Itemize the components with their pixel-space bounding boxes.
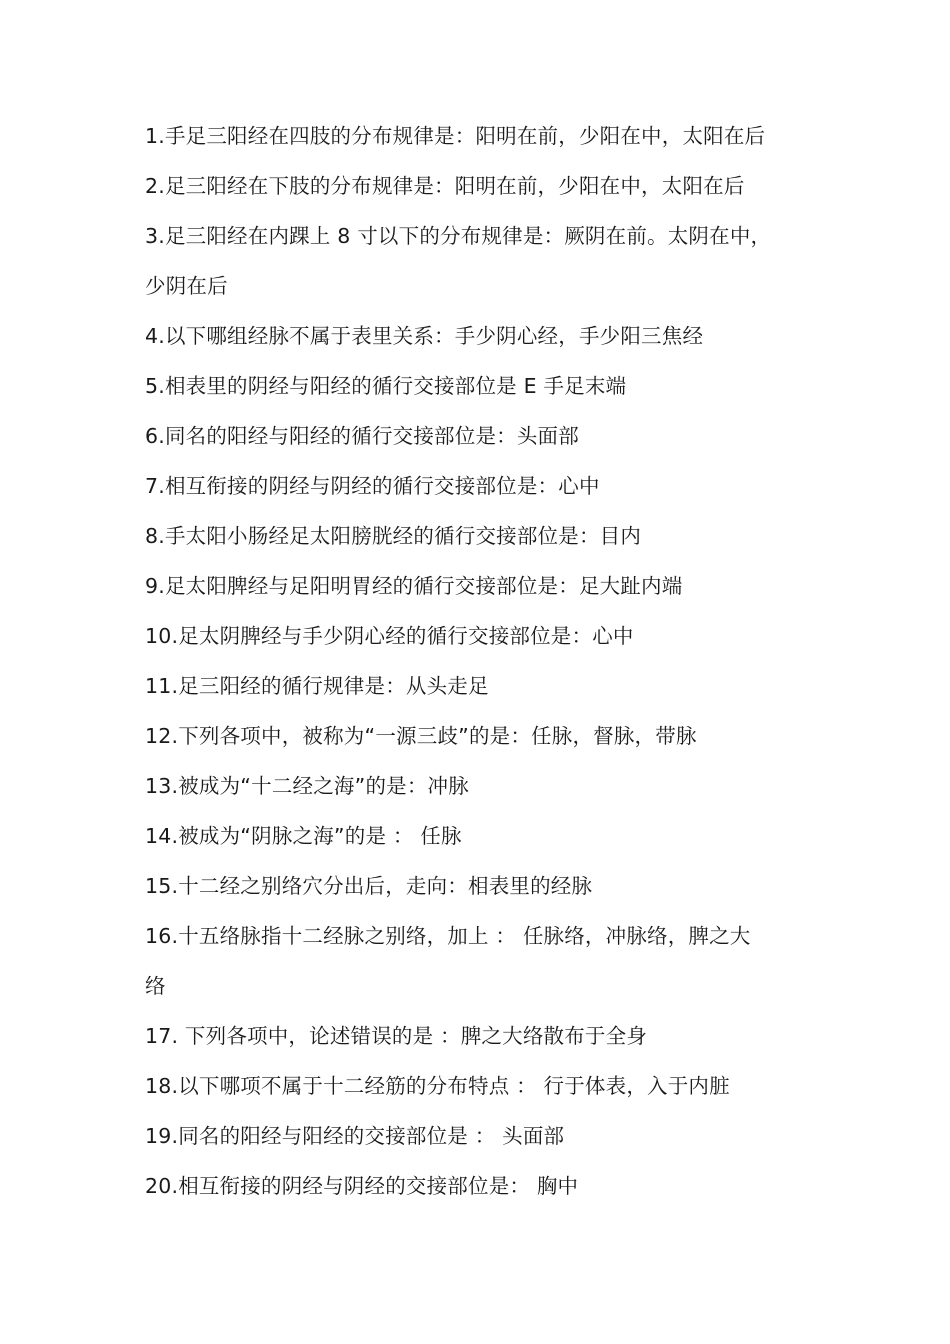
text-line-3: 3.足三阳经在内踝上 8 寸以下的分布规律是：厥阴在前。太阴在中， (145, 224, 772, 248)
text-line-15: 15.十二经之别络穴分出后，走向：相表里的经脉 (145, 874, 593, 898)
text-line-11: 11.足三阳经的循行规律是：从头走足 (145, 674, 489, 698)
text-line-8: 8.手太阳小肠经足太阳膀胱经的循行交接部位是：目内 (145, 524, 642, 548)
text-line-14: 14.被成为“阴脉之海”的是 ： 任脉 (145, 824, 462, 848)
text-line-19: 19.同名的阳经与阳经的交接部位是 ： 头面部 (145, 1124, 565, 1148)
text-line-7: 7.相互衔接的阴经与阴经的循行交接部位是：心中 (145, 474, 600, 498)
text-line-3-continued: 少阴在后 (145, 274, 228, 298)
text-line-10: 10.足太阴脾经与手少阴心经的循行交接部位是：心中 (145, 624, 634, 648)
text-line-16: 16.十五络脉指十二经脉之别络，加上 ： 任脉络，冲脉络，脾之大 (145, 924, 751, 948)
text-line-16-continued: 络 (145, 974, 166, 998)
text-line-17: 17. 下列各项中，论述错误的是 ：脾之大络散布于全身 (145, 1024, 648, 1048)
text-line-6: 6.同名的阳经与阳经的循行交接部位是：头面部 (145, 424, 579, 448)
text-line-2: 2.足三阳经在下肢的分布规律是：阳明在前，少阳在中，太阳在后 (145, 174, 745, 198)
text-line-5: 5.相表里的阴经与阳经的循行交接部位是 E 手足末端 (145, 374, 627, 398)
document-body (145, 111, 825, 1211)
text-line-18: 18.以下哪项不属于十二经筋的分布特点 ： 行于体表，入于内脏 (145, 1074, 730, 1098)
text-line-9: 9.足太阳脾经与足阳明胃经的循行交接部位是：足大趾内端 (145, 574, 683, 598)
text-line-4: 4.以下哪组经脉不属于表里关系：手少阴心经，手少阳三焦经 (145, 324, 704, 348)
text-line-20: 20.相互衔接的阴经与阴经的交接部位是： 胸中 (145, 1174, 579, 1198)
text-line-13: 13.被成为“十二经之海”的是：冲脉 (145, 774, 469, 798)
text-line-1: 1.手足三阳经在四肢的分布规律是：阳明在前，少阳在中，太阳在后 (145, 124, 766, 148)
text-line-12: 12.下列各项中，被称为“一源三歧”的是：任脉，督脉，带脉 (145, 724, 697, 748)
